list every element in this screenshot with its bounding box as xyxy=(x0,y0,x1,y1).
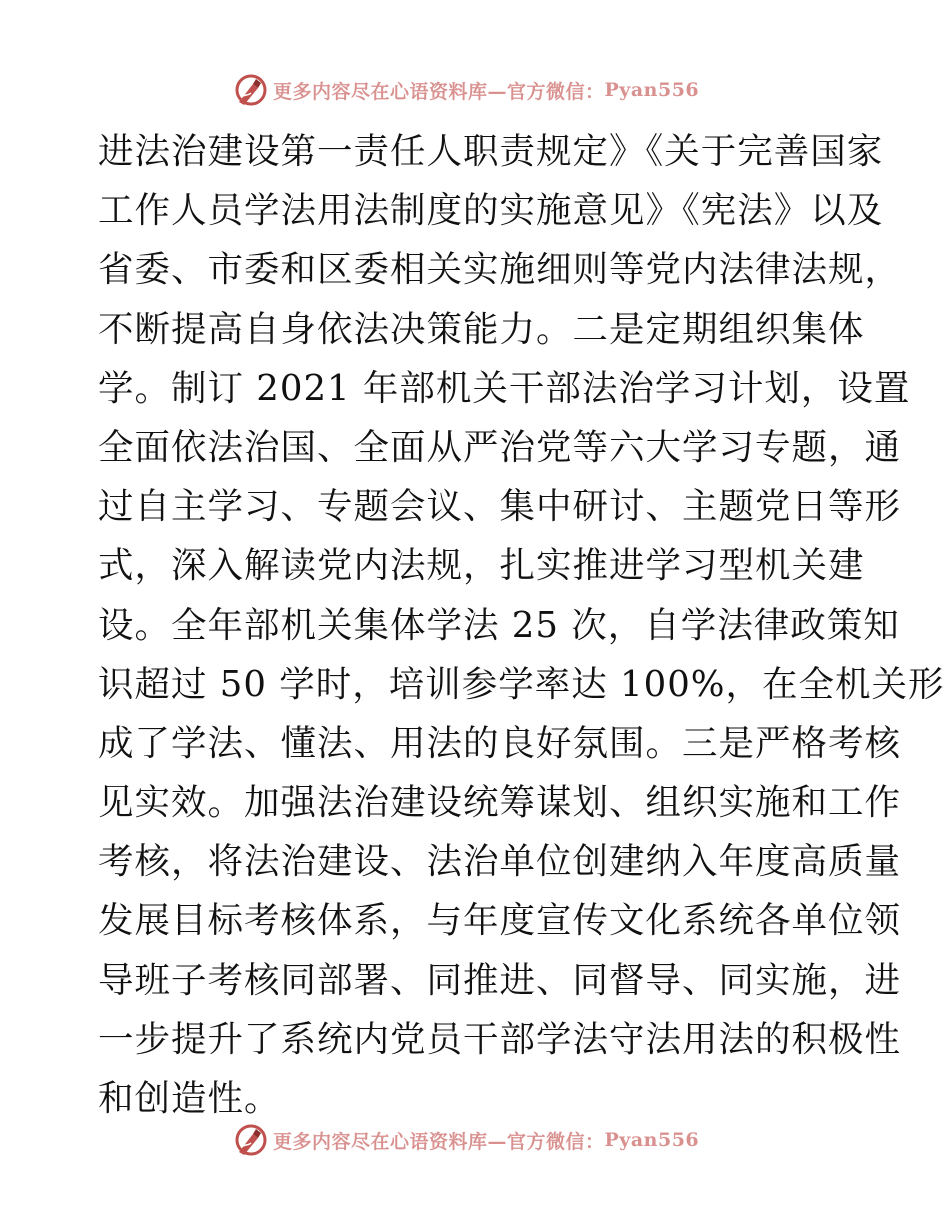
text-line: 见实效。加强法治建设统筹谋划、组织实施和工作 xyxy=(98,782,902,824)
watermark-text: 更多内容尽在心语资料库—官方微信： xyxy=(273,80,605,103)
pen-logo-icon xyxy=(233,72,269,108)
text-line: 识超过 50 学时，培训参学率达 100%，在全机关形 xyxy=(98,663,945,705)
watermark-handle: Pyan556 xyxy=(604,1129,700,1151)
text-line: 设。全年部机关集体学法 25 次，自学法律政策知 xyxy=(98,604,900,646)
watermark-handle: Pyan556 xyxy=(604,79,700,101)
text-line: 一步提升了系统内党员干部学法守法用法的积极性 xyxy=(98,1018,902,1060)
text-line: 不断提高自身依法决策能力。二是定期组织集体 xyxy=(98,308,865,350)
text-line: 进法治建设第一责任人职责规定》《关于完善国家 xyxy=(98,131,884,172)
text-line: 式，深入解读党内法规，扎实推进学习型机关建 xyxy=(98,545,865,587)
text-line: 和创造性。 xyxy=(98,1078,281,1119)
text-line: 成了学法、懂法、用法的良好氛围。三是严格考核 xyxy=(98,722,902,764)
footer-watermark xyxy=(233,1120,713,1160)
text-line: 过自主学习、专题会议、集中研讨、主题党日等形 xyxy=(98,486,902,528)
text-line: 全面依法治国、全面从严治党等六大学习专题，通 xyxy=(98,426,902,468)
text-line: 导班子考核同部署、同推进、同督导、同实施，进 xyxy=(98,959,902,1001)
body-paragraph xyxy=(98,122,945,1128)
header-watermark xyxy=(233,70,713,110)
text-line: 考核，将法治建设、法治单位创建纳入年度高质量 xyxy=(98,841,902,883)
pen-logo-icon xyxy=(233,1122,269,1158)
text-line: 学。制订 2021 年部机关干部法治学习计划，设置 xyxy=(98,367,911,409)
watermark-text: 更多内容尽在心语资料库—官方微信： xyxy=(273,1130,605,1153)
text-line: 工作人员学法用法制度的实施意见》《宪法》以及 xyxy=(98,190,884,232)
text-line: 省委、市委和区委相关实施细则等党内法律法规， xyxy=(98,249,902,291)
text-line: 发展目标考核体系，与年度宣传文化系统各单位领 xyxy=(98,900,902,942)
